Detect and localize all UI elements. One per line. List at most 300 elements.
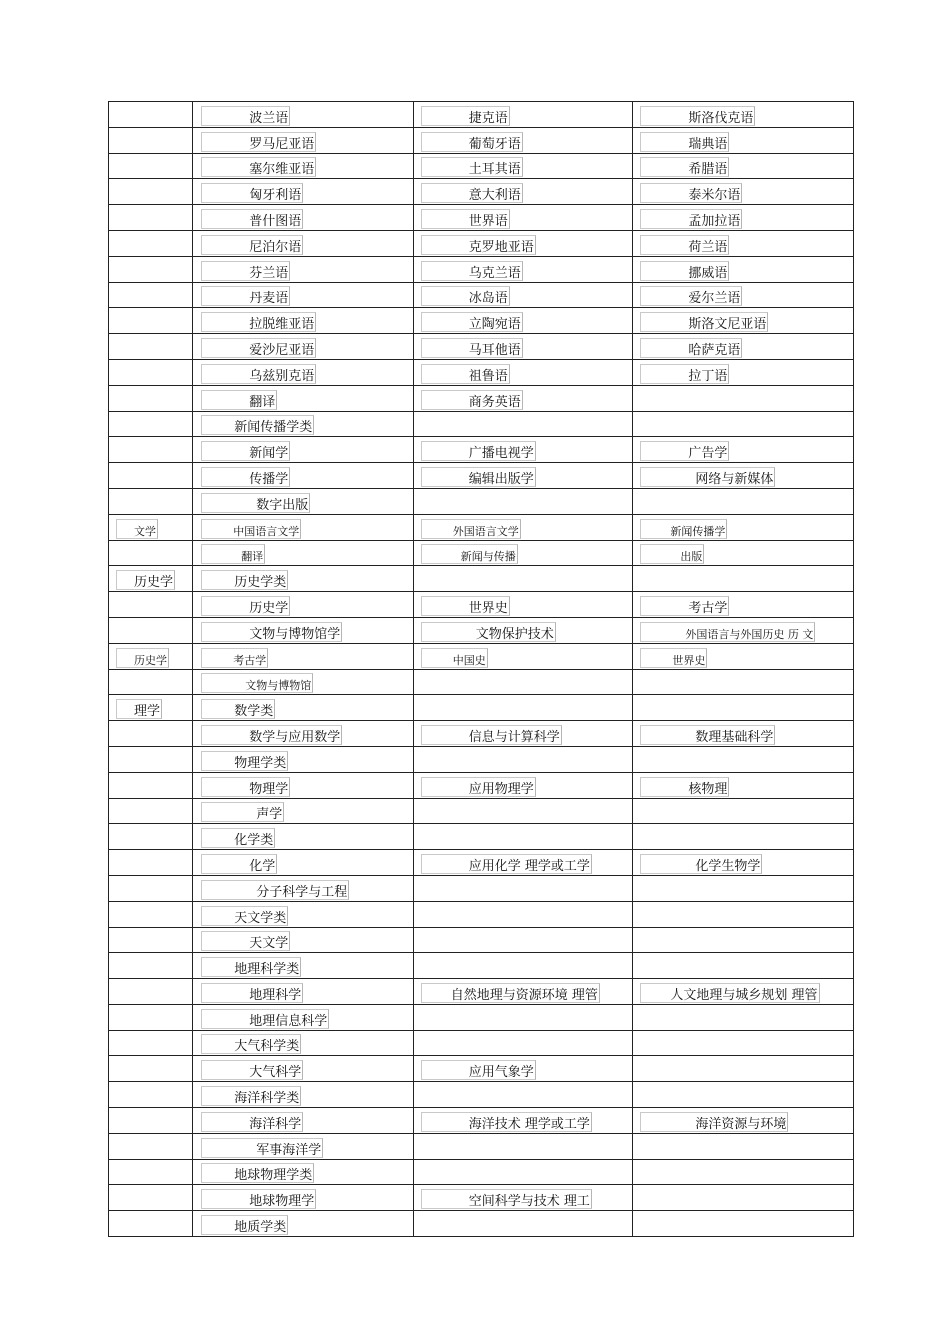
table-row [109,953,854,979]
major-cell [413,798,633,824]
major-cell [633,927,854,953]
major-label [640,132,729,153]
major-cell [193,1185,414,1211]
table-row [109,1185,854,1211]
major-label [640,286,742,307]
discipline-cell [109,1108,193,1134]
major-label [640,338,742,359]
major-cell [633,1159,854,1185]
major-cell [413,566,633,592]
major-cell [633,617,854,643]
cell-text: 斯洛伐克语 [688,110,754,126]
major-label [201,828,275,849]
major-cell [193,798,414,824]
major-label [421,1189,592,1210]
major-label [201,880,349,901]
major-cell [633,566,854,592]
cell-text: 应用物理学 [468,781,534,797]
major-cell [193,179,414,205]
major-cell [193,411,414,437]
table-row [109,901,854,927]
discipline-label [116,648,169,669]
major-cell [633,979,854,1005]
major-cell [633,463,854,489]
cell-text: 土耳其语 [468,162,521,178]
cell-text: 化学类 [234,833,274,849]
major-cell [633,179,854,205]
major-cell [193,566,414,592]
cell-text: 新闻传播学类 [234,420,313,436]
major-label [421,390,523,411]
major-label [201,441,290,462]
cell-text: 普什图语 [249,213,302,229]
cell-text: 天文学 [249,936,289,952]
major-cell [633,1056,854,1082]
cell-text: 理学 [134,704,161,720]
table-row [109,1159,854,1185]
discipline-cell [109,798,193,824]
major-label [201,673,313,694]
cell-text: 立陶宛语 [468,317,521,333]
major-cell [633,488,854,514]
major-cell [193,1082,414,1108]
table-row [109,824,854,850]
discipline-cell [109,927,193,953]
major-label [201,751,288,772]
major-cell [633,798,854,824]
major-cell [413,127,633,153]
cell-text: 数理基础科学 [695,729,774,745]
cell-text: 翻译 [241,550,264,564]
table-row [109,230,854,256]
major-cell [193,1108,414,1134]
major-cell [413,953,633,979]
major-label [201,622,342,643]
major-label [640,441,729,462]
major-cell [193,308,414,334]
major-label [201,106,290,127]
major-cell [633,592,854,618]
major-cell [193,1133,414,1159]
cell-text: 数字出版 [256,497,309,513]
major-cell [633,540,854,566]
cell-text: 网络与新媒体 [695,471,774,487]
table-row [109,514,854,540]
major-cell [413,695,633,721]
discipline-label [116,570,175,591]
discipline-cell [109,385,193,411]
major-cell [633,901,854,927]
cell-text: 军事海洋学 [256,1142,322,1158]
table-row [109,643,854,669]
major-label [421,286,510,307]
major-cell [413,979,633,1005]
major-label [421,183,523,204]
table-row [109,1211,854,1237]
discipline-cell [109,875,193,901]
discipline-cell [109,308,193,334]
cell-text: 拉脱维亚语 [249,317,315,333]
major-cell [633,437,854,463]
major-label [201,983,303,1004]
table-row [109,205,854,231]
table-row [109,102,854,128]
table-row [109,256,854,282]
major-cell [413,540,633,566]
discipline-cell [109,205,193,231]
major-cell [413,1185,633,1211]
cell-text: 物理学 [249,781,289,797]
cell-text: 核物理 [688,781,728,797]
major-cell [633,1211,854,1237]
major-label [201,261,290,282]
major-label [640,183,742,204]
major-label [421,312,523,333]
major-cell [193,721,414,747]
discipline-cell [109,359,193,385]
major-label [201,544,265,565]
discipline-cell [109,1211,193,1237]
table-row [109,153,854,179]
major-label [201,493,310,514]
cell-text: 传播学 [249,471,289,487]
table-row [109,179,854,205]
cell-text: 波兰语 [249,110,289,126]
cell-text: 声学 [256,807,283,823]
major-label [201,390,277,411]
table-row [109,1082,854,1108]
major-cell [413,1030,633,1056]
table-row [109,488,854,514]
major-label [201,364,316,385]
major-label [201,312,316,333]
major-cell [633,746,854,772]
major-cell [633,282,854,308]
major-cell [193,1211,414,1237]
table-row [109,772,854,798]
major-label [201,596,290,617]
major-cell [193,901,414,927]
major-cell [413,514,633,540]
table-row [109,385,854,411]
major-cell [193,127,414,153]
major-label [421,261,523,282]
major-cell [413,308,633,334]
major-cell [633,695,854,721]
table-body [109,102,854,1237]
major-label [201,648,268,669]
discipline-cell [109,669,193,695]
discipline-cell [109,979,193,1005]
major-label [421,364,510,385]
discipline-label [116,699,162,720]
major-cell [413,153,633,179]
major-label [640,725,775,746]
table-row [109,334,854,360]
discipline-cell [109,256,193,282]
discipline-cell [109,153,193,179]
cell-text: 文物保护技术 [475,626,554,642]
major-cell [633,643,854,669]
major-label [201,1060,303,1081]
major-cell [193,1056,414,1082]
table-row [109,437,854,463]
cell-text: 祖鲁语 [468,368,508,384]
major-cell [633,1082,854,1108]
cell-text: 哈萨克语 [688,342,741,358]
cell-text: 荷兰语 [688,239,728,255]
discipline-cell [109,566,193,592]
discipline-cell [109,127,193,153]
major-label [201,467,290,488]
major-label [201,519,301,540]
discipline-cell [109,1004,193,1030]
cell-text: 世界史 [468,600,508,616]
cell-text: 拉丁语 [688,368,728,384]
cell-text: 爱尔兰语 [688,291,741,307]
discipline-cell [109,463,193,489]
major-label [201,1034,301,1055]
major-cell [413,669,633,695]
cell-text: 应用气象学 [468,1065,534,1081]
cell-text: 海洋科学类 [234,1091,300,1107]
discipline-cell [109,282,193,308]
major-cell [413,1108,633,1134]
major-label [421,519,521,540]
major-label [640,519,727,540]
table-row [109,617,854,643]
table-row [109,1056,854,1082]
table-row [109,463,854,489]
discipline-cell [109,488,193,514]
table-row [109,411,854,437]
cell-text: 泰米尔语 [688,188,741,204]
major-cell [633,308,854,334]
major-cell [633,824,854,850]
cell-text: 马耳他语 [468,342,521,358]
cell-text: 文物与博物馆学 [249,626,341,642]
cell-text: 孟加拉语 [688,213,741,229]
cell-text: 数学类 [234,704,274,720]
major-cell [633,1185,854,1211]
major-label [201,1009,329,1030]
major-cell [413,179,633,205]
major-label [640,544,704,565]
major-label [640,467,775,488]
cell-text: 捷克语 [468,110,508,126]
major-label [201,699,275,720]
major-cell [193,540,414,566]
table-row [109,1133,854,1159]
table-row [109,1004,854,1030]
major-cell [413,411,633,437]
major-cell [413,927,633,953]
major-label [201,157,316,178]
major-cell [193,824,414,850]
major-cell [633,205,854,231]
cell-text: 丹麦语 [249,291,289,307]
major-cell [193,643,414,669]
major-label [640,777,729,798]
major-cell [193,205,414,231]
major-label [640,209,742,230]
major-cell [413,359,633,385]
cell-text: 广告学 [688,446,728,462]
major-label [421,1112,592,1133]
major-cell [413,824,633,850]
cell-text: 海洋科学 [249,1116,302,1132]
cell-text: 考古学 [233,653,267,667]
cell-text: 新闻与传播 [460,550,516,564]
major-label [640,106,755,127]
major-cell [193,463,414,489]
major-cell [193,927,414,953]
table-row [109,721,854,747]
table-row [109,875,854,901]
table-row [109,850,854,876]
discipline-cell [109,102,193,128]
table-row [109,1030,854,1056]
major-cell [193,979,414,1005]
table-row [109,927,854,953]
major-cell [633,514,854,540]
cell-text: 新闻学 [249,446,289,462]
major-cell [193,385,414,411]
major-label [421,209,510,230]
major-label [421,725,562,746]
cell-text: 克罗地亚语 [468,239,534,255]
discipline-cell [109,1185,193,1211]
cell-text: 广播电视学 [468,446,534,462]
table-row [109,1108,854,1134]
major-cell [633,1030,854,1056]
cell-text: 自然地理与资源环境 理管 [450,987,598,1003]
major-cell [633,669,854,695]
major-cell [413,772,633,798]
major-label [421,622,556,643]
cell-text: 尼泊尔语 [249,239,302,255]
major-cell [193,875,414,901]
major-cell [413,592,633,618]
major-cell [413,282,633,308]
cell-text: 物理学类 [234,755,287,771]
major-cell [633,230,854,256]
major-cell [413,205,633,231]
major-cell [193,102,414,128]
major-cell [633,850,854,876]
table-row [109,695,854,721]
discipline-cell [109,772,193,798]
discipline-cell [109,411,193,437]
major-cell [633,385,854,411]
major-cell [193,282,414,308]
major-cell [193,334,414,360]
table-row [109,592,854,618]
cell-text: 挪威语 [688,265,728,281]
major-cell [633,359,854,385]
major-cell [193,746,414,772]
major-cell [413,875,633,901]
major-label [201,906,288,927]
major-label [421,157,523,178]
major-label [201,802,284,823]
major-cell [413,1004,633,1030]
cell-text: 历史学 [134,575,174,591]
cell-text: 翻译 [249,394,276,410]
table-row [109,308,854,334]
discipline-label [116,519,158,540]
discipline-cell [109,617,193,643]
major-label [201,1215,288,1236]
cell-text: 匈牙利语 [249,188,302,204]
cell-text: 海洋技术 理学或工学 [468,1116,590,1132]
major-label [640,235,729,256]
major-cell [413,1159,633,1185]
cell-text: 化学生物学 [695,858,761,874]
table-row [109,669,854,695]
major-cell [193,437,414,463]
major-cell [193,359,414,385]
major-label [421,106,510,127]
cell-text: 文物与博物馆 [245,679,312,693]
major-label [640,261,729,282]
table-row [109,746,854,772]
major-cell [413,385,633,411]
discipline-cell [109,437,193,463]
major-label [421,596,510,617]
major-cell [193,1159,414,1185]
major-cell [633,334,854,360]
cell-text: 乌克兰语 [468,265,521,281]
major-cell [193,230,414,256]
discipline-cell [109,1082,193,1108]
cell-text: 新闻传播学 [670,524,726,538]
major-cell [413,850,633,876]
major-label [201,1086,301,1107]
major-cell [413,617,633,643]
discipline-cell [109,334,193,360]
discipline-cell [109,643,193,669]
major-label [421,235,536,256]
major-label [640,364,729,385]
major-label [201,570,288,591]
discipline-cell [109,746,193,772]
cell-text: 数学与应用数学 [249,729,341,745]
cell-text: 出版 [680,550,703,564]
major-cell [413,746,633,772]
major-label [201,777,290,798]
major-cell [633,102,854,128]
discipline-cell [109,1030,193,1056]
major-cell [413,901,633,927]
cell-text: 地理科学类 [234,962,300,978]
cell-text: 商务英语 [468,394,521,410]
table-row [109,540,854,566]
cell-text: 塞尔维亚语 [249,162,315,178]
major-cell [413,1082,633,1108]
major-label [201,132,316,153]
table-row [109,798,854,824]
cell-text: 中国语言文学 [233,524,300,538]
major-cell [633,411,854,437]
major-cell [413,437,633,463]
discipline-cell [109,901,193,927]
major-label [421,132,523,153]
cell-text: 乌兹别克语 [249,368,315,384]
major-label [640,983,819,1004]
major-label [201,415,314,436]
cell-text: 爱沙尼亚语 [249,342,315,358]
